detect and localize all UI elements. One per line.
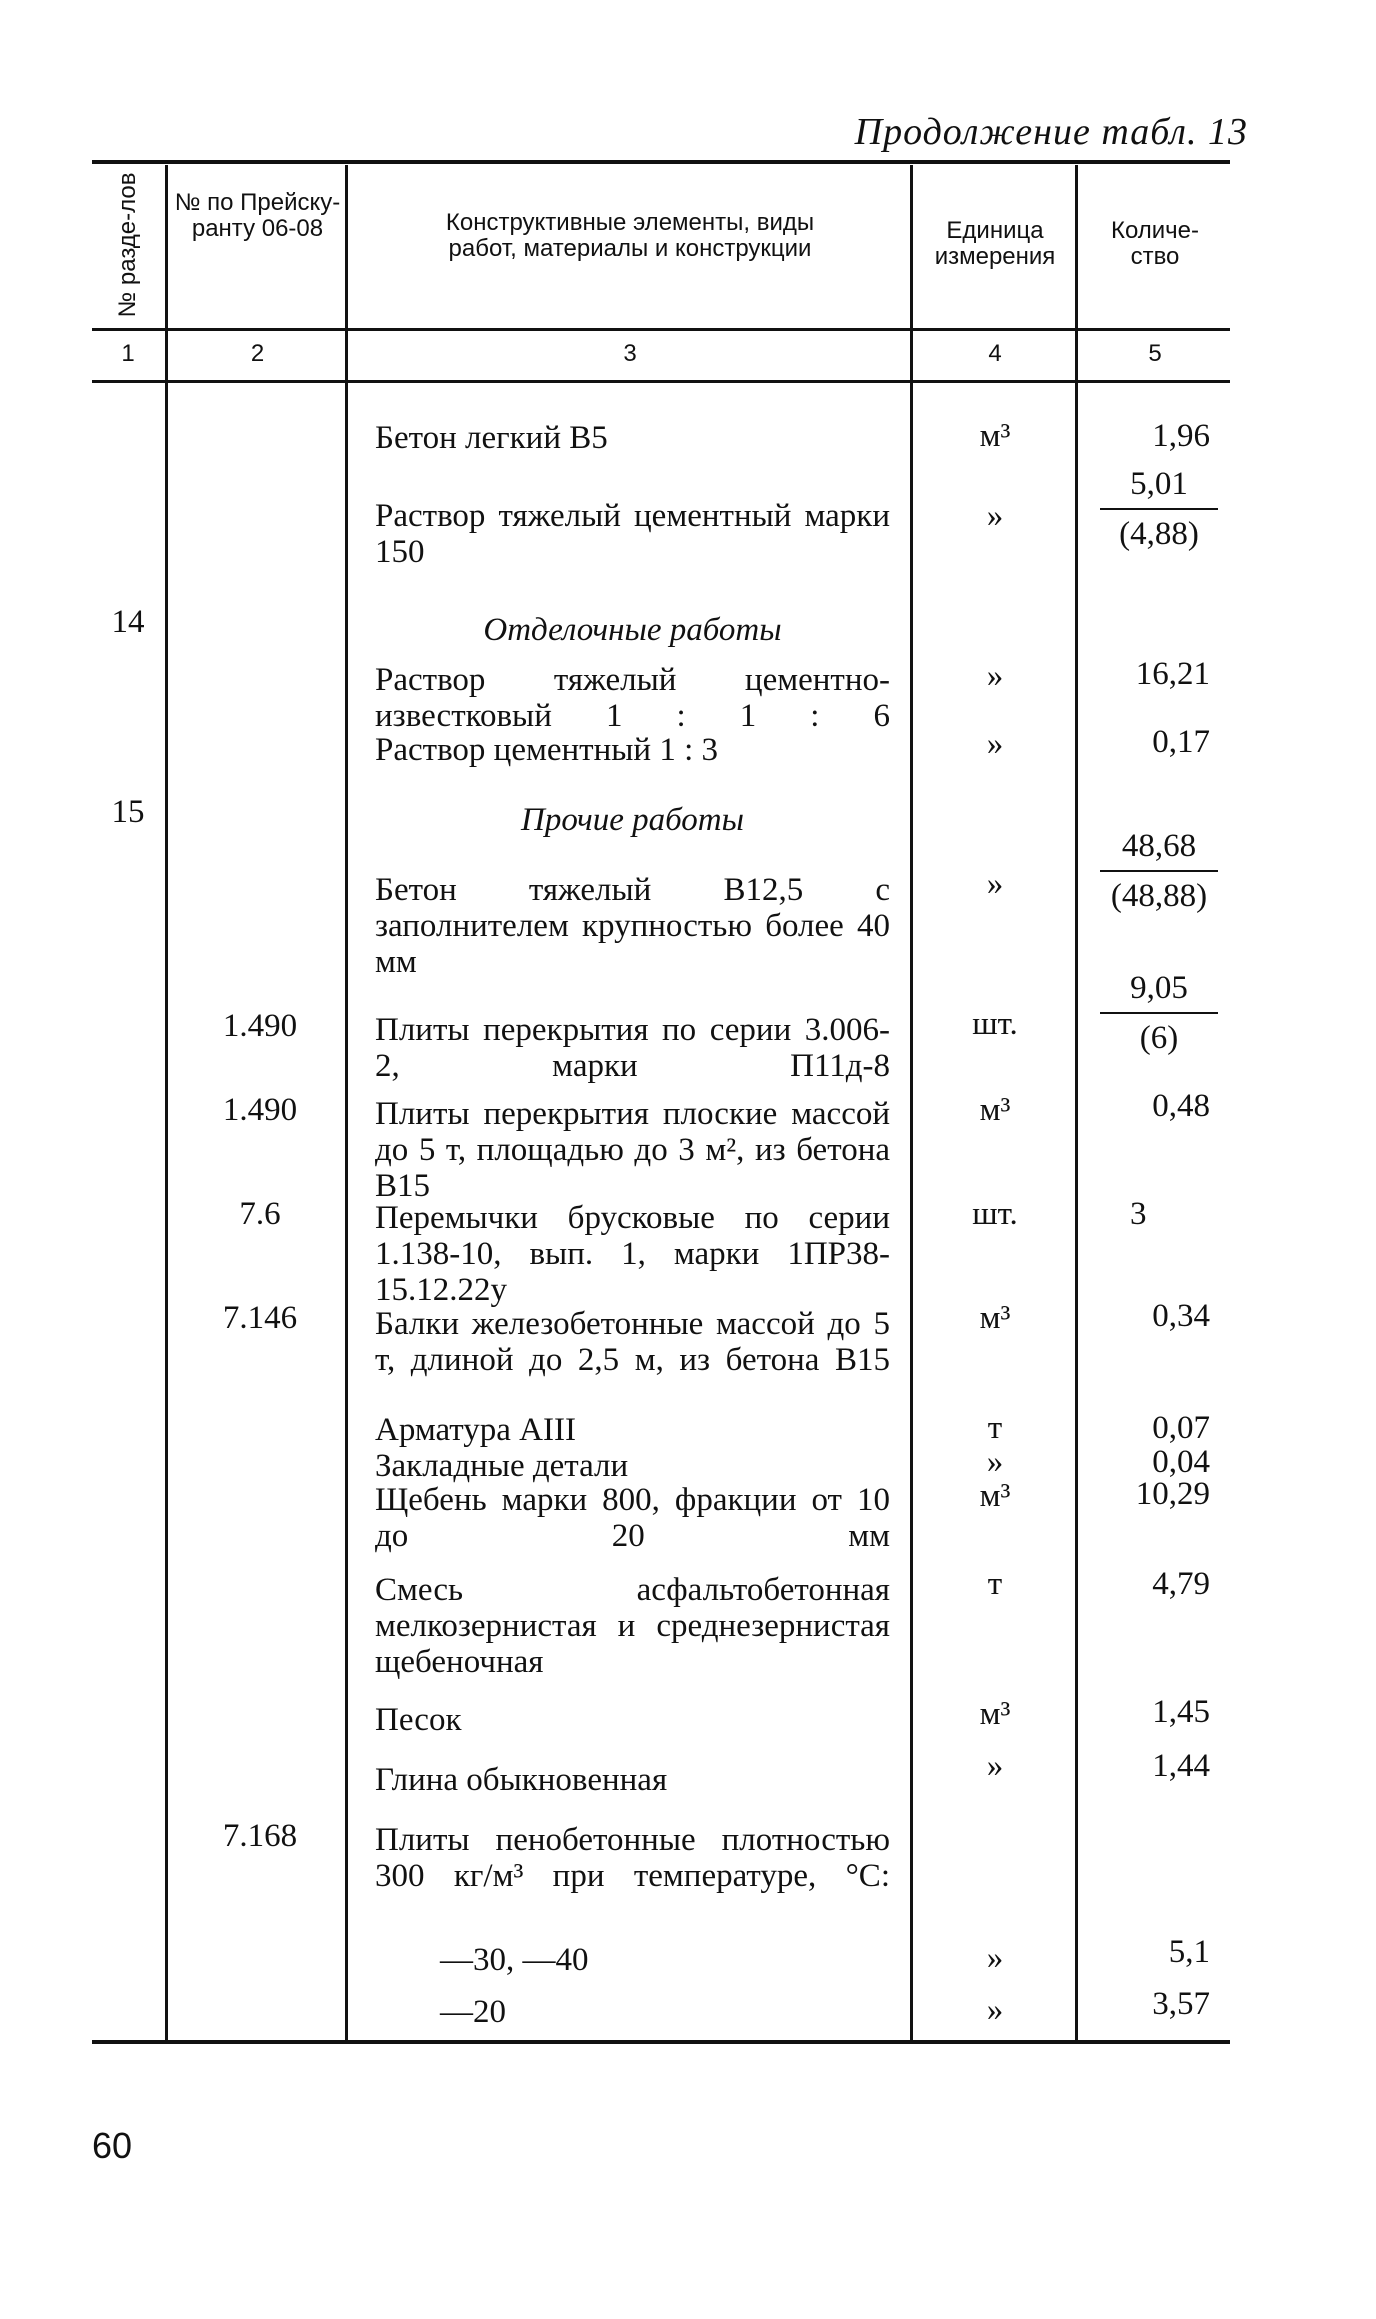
- row-qty-fraction: [1100, 828, 1218, 914]
- qty-denominator: (48,88): [1110, 878, 1208, 914]
- row-qty: 0,17: [1152, 724, 1210, 760]
- table-top-rule: [92, 160, 1230, 164]
- row-desc: Перемычки брусковые по серии 1.138-10, вып. 1, марки 1ПР38-15.12.22у: [375, 1200, 890, 1308]
- row-unit: »: [986, 726, 1004, 762]
- col-number-3: 3: [623, 340, 637, 367]
- col-divider-3: [910, 165, 913, 2040]
- row-qty: 0,48: [1152, 1088, 1210, 1124]
- row-unit: м³: [979, 1300, 1011, 1336]
- row-qty: 1,44: [1152, 1748, 1210, 1784]
- row-desc: Бетон тяжелый В12,5 с заполнителем крупностью более 40 мм: [375, 872, 890, 980]
- row-desc: Щебень марки 800, фракции от 10 до 20 мм: [375, 1482, 890, 1554]
- row-price-ref: 7.146: [222, 1300, 298, 1336]
- row-desc: Раствор цементный 1 : 3: [375, 732, 719, 768]
- header-col3-text: Конструктивные элементы, виды работ, материалы и конструкции: [445, 209, 815, 262]
- header-col2-text: № по Прейску-ранту 06-08: [174, 189, 341, 242]
- qty-numerator: 9,05: [1130, 970, 1188, 1006]
- row-desc: Плиты перекрытия по серии 3.006-2, марки П11д-8: [375, 1012, 890, 1084]
- qty-numerator: 5,01: [1130, 466, 1188, 502]
- col-number-4: 4: [988, 340, 1002, 367]
- row-unit: »: [986, 498, 1004, 534]
- row-desc: Глина обыкновенная: [375, 1762, 668, 1798]
- row-qty: 16,21: [1135, 656, 1210, 692]
- row-desc: Раствор тяжелый цементный марки 150: [375, 498, 890, 570]
- row-desc: —30, —40: [440, 1942, 589, 1978]
- qty-numerator: 48,68: [1121, 828, 1197, 864]
- row-desc: Песок: [375, 1702, 462, 1738]
- header-col4-text: Единица измерения: [934, 217, 1056, 270]
- row-qty: 0,07: [1152, 1410, 1210, 1446]
- row-price-ref: 1.490: [222, 1092, 298, 1128]
- row-unit: м³: [979, 418, 1011, 454]
- row-qty-fraction: [1100, 466, 1218, 552]
- row-unit: м³: [979, 1478, 1011, 1514]
- section-number: 14: [111, 604, 145, 640]
- header-unit: [925, 218, 1065, 270]
- row-price-ref: 1.490: [222, 1008, 298, 1044]
- row-desc: Закладные детали: [375, 1448, 629, 1484]
- row-desc: Бетон легкий В5: [375, 420, 608, 456]
- row-price-ref: 7.168: [222, 1818, 298, 1854]
- row-desc: Плиты пенобетонные плотностью 300 кг/м³ при температуре, °С:: [375, 1822, 890, 1894]
- page-number: 60: [92, 2125, 133, 2166]
- row-unit: »: [986, 658, 1004, 694]
- row-unit: шт.: [972, 1006, 1018, 1042]
- row-qty-fraction: [1100, 970, 1218, 1056]
- row-desc: Смесь асфальтобетонная мелкозернистая и среднезернистая щебеночная: [375, 1572, 890, 1680]
- qty-denominator: (6): [1139, 1020, 1179, 1056]
- header-elements: [430, 210, 830, 262]
- col-divider-1: [165, 165, 168, 2040]
- header-section-number: [115, 165, 141, 325]
- section-number: 15: [111, 794, 145, 830]
- col-number-1: 1: [121, 340, 135, 367]
- header-bottom-rule: [92, 328, 1230, 331]
- qty-denominator: (4,88): [1119, 516, 1199, 552]
- header-col5-text: Количе-ство: [1110, 217, 1200, 270]
- col-number-2: 2: [250, 340, 265, 367]
- row-qty: 0,04: [1152, 1444, 1210, 1480]
- col-divider-4: [1075, 165, 1078, 2040]
- row-unit: т: [987, 1566, 1003, 1602]
- table-bottom-rule: [92, 2040, 1230, 2044]
- row-qty: 3,57: [1152, 1986, 1210, 2022]
- row-unit: »: [986, 1940, 1004, 1976]
- numbers-bottom-rule: [92, 380, 1230, 383]
- row-unit: м³: [979, 1696, 1011, 1732]
- section-heading: Отделочные работы: [483, 612, 782, 648]
- header-col1-text: № разде-лов: [114, 172, 141, 318]
- row-desc: Раствор тяжелый цементно-известковый 1 : 1 : 6: [375, 662, 890, 734]
- header-price-list: [170, 190, 345, 242]
- row-qty: 3: [1130, 1196, 1147, 1232]
- row-desc: Арматура АIII: [375, 1412, 576, 1448]
- fraction-bar: [1100, 870, 1218, 872]
- fraction-bar: [1100, 508, 1218, 510]
- fraction-bar: [1100, 1012, 1218, 1014]
- row-desc: Плиты перекрытия плоские массой до 5 т, площадью до 3 м², из бетона В15: [375, 1096, 890, 1204]
- row-unit: »: [986, 1992, 1004, 2028]
- continuation-caption: Продолжение табл. 13: [854, 111, 1248, 153]
- header-quantity: [1095, 218, 1215, 270]
- row-qty: 5,1: [1168, 1934, 1210, 1970]
- row-desc: Балки железобетонные массой до 5 т, длиной до 2,5 м, из бетона В15: [375, 1306, 890, 1378]
- section-heading: Прочие работы: [521, 802, 744, 838]
- row-unit: »: [986, 1748, 1004, 1784]
- row-unit: т: [987, 1410, 1003, 1446]
- row-unit: »: [986, 1444, 1004, 1480]
- col-number-5: 5: [1148, 340, 1162, 367]
- row-qty: 0,34: [1152, 1298, 1210, 1334]
- row-qty: 4,79: [1152, 1566, 1210, 1602]
- row-desc: —20: [440, 1994, 506, 2030]
- row-qty: 10,29: [1135, 1476, 1210, 1512]
- row-qty: 1,96: [1152, 418, 1210, 454]
- row-unit: шт.: [972, 1196, 1018, 1232]
- row-unit: м³: [979, 1092, 1011, 1128]
- row-qty: 1,45: [1152, 1694, 1210, 1730]
- row-unit: »: [986, 866, 1004, 902]
- row-price-ref: 7.6: [239, 1196, 281, 1232]
